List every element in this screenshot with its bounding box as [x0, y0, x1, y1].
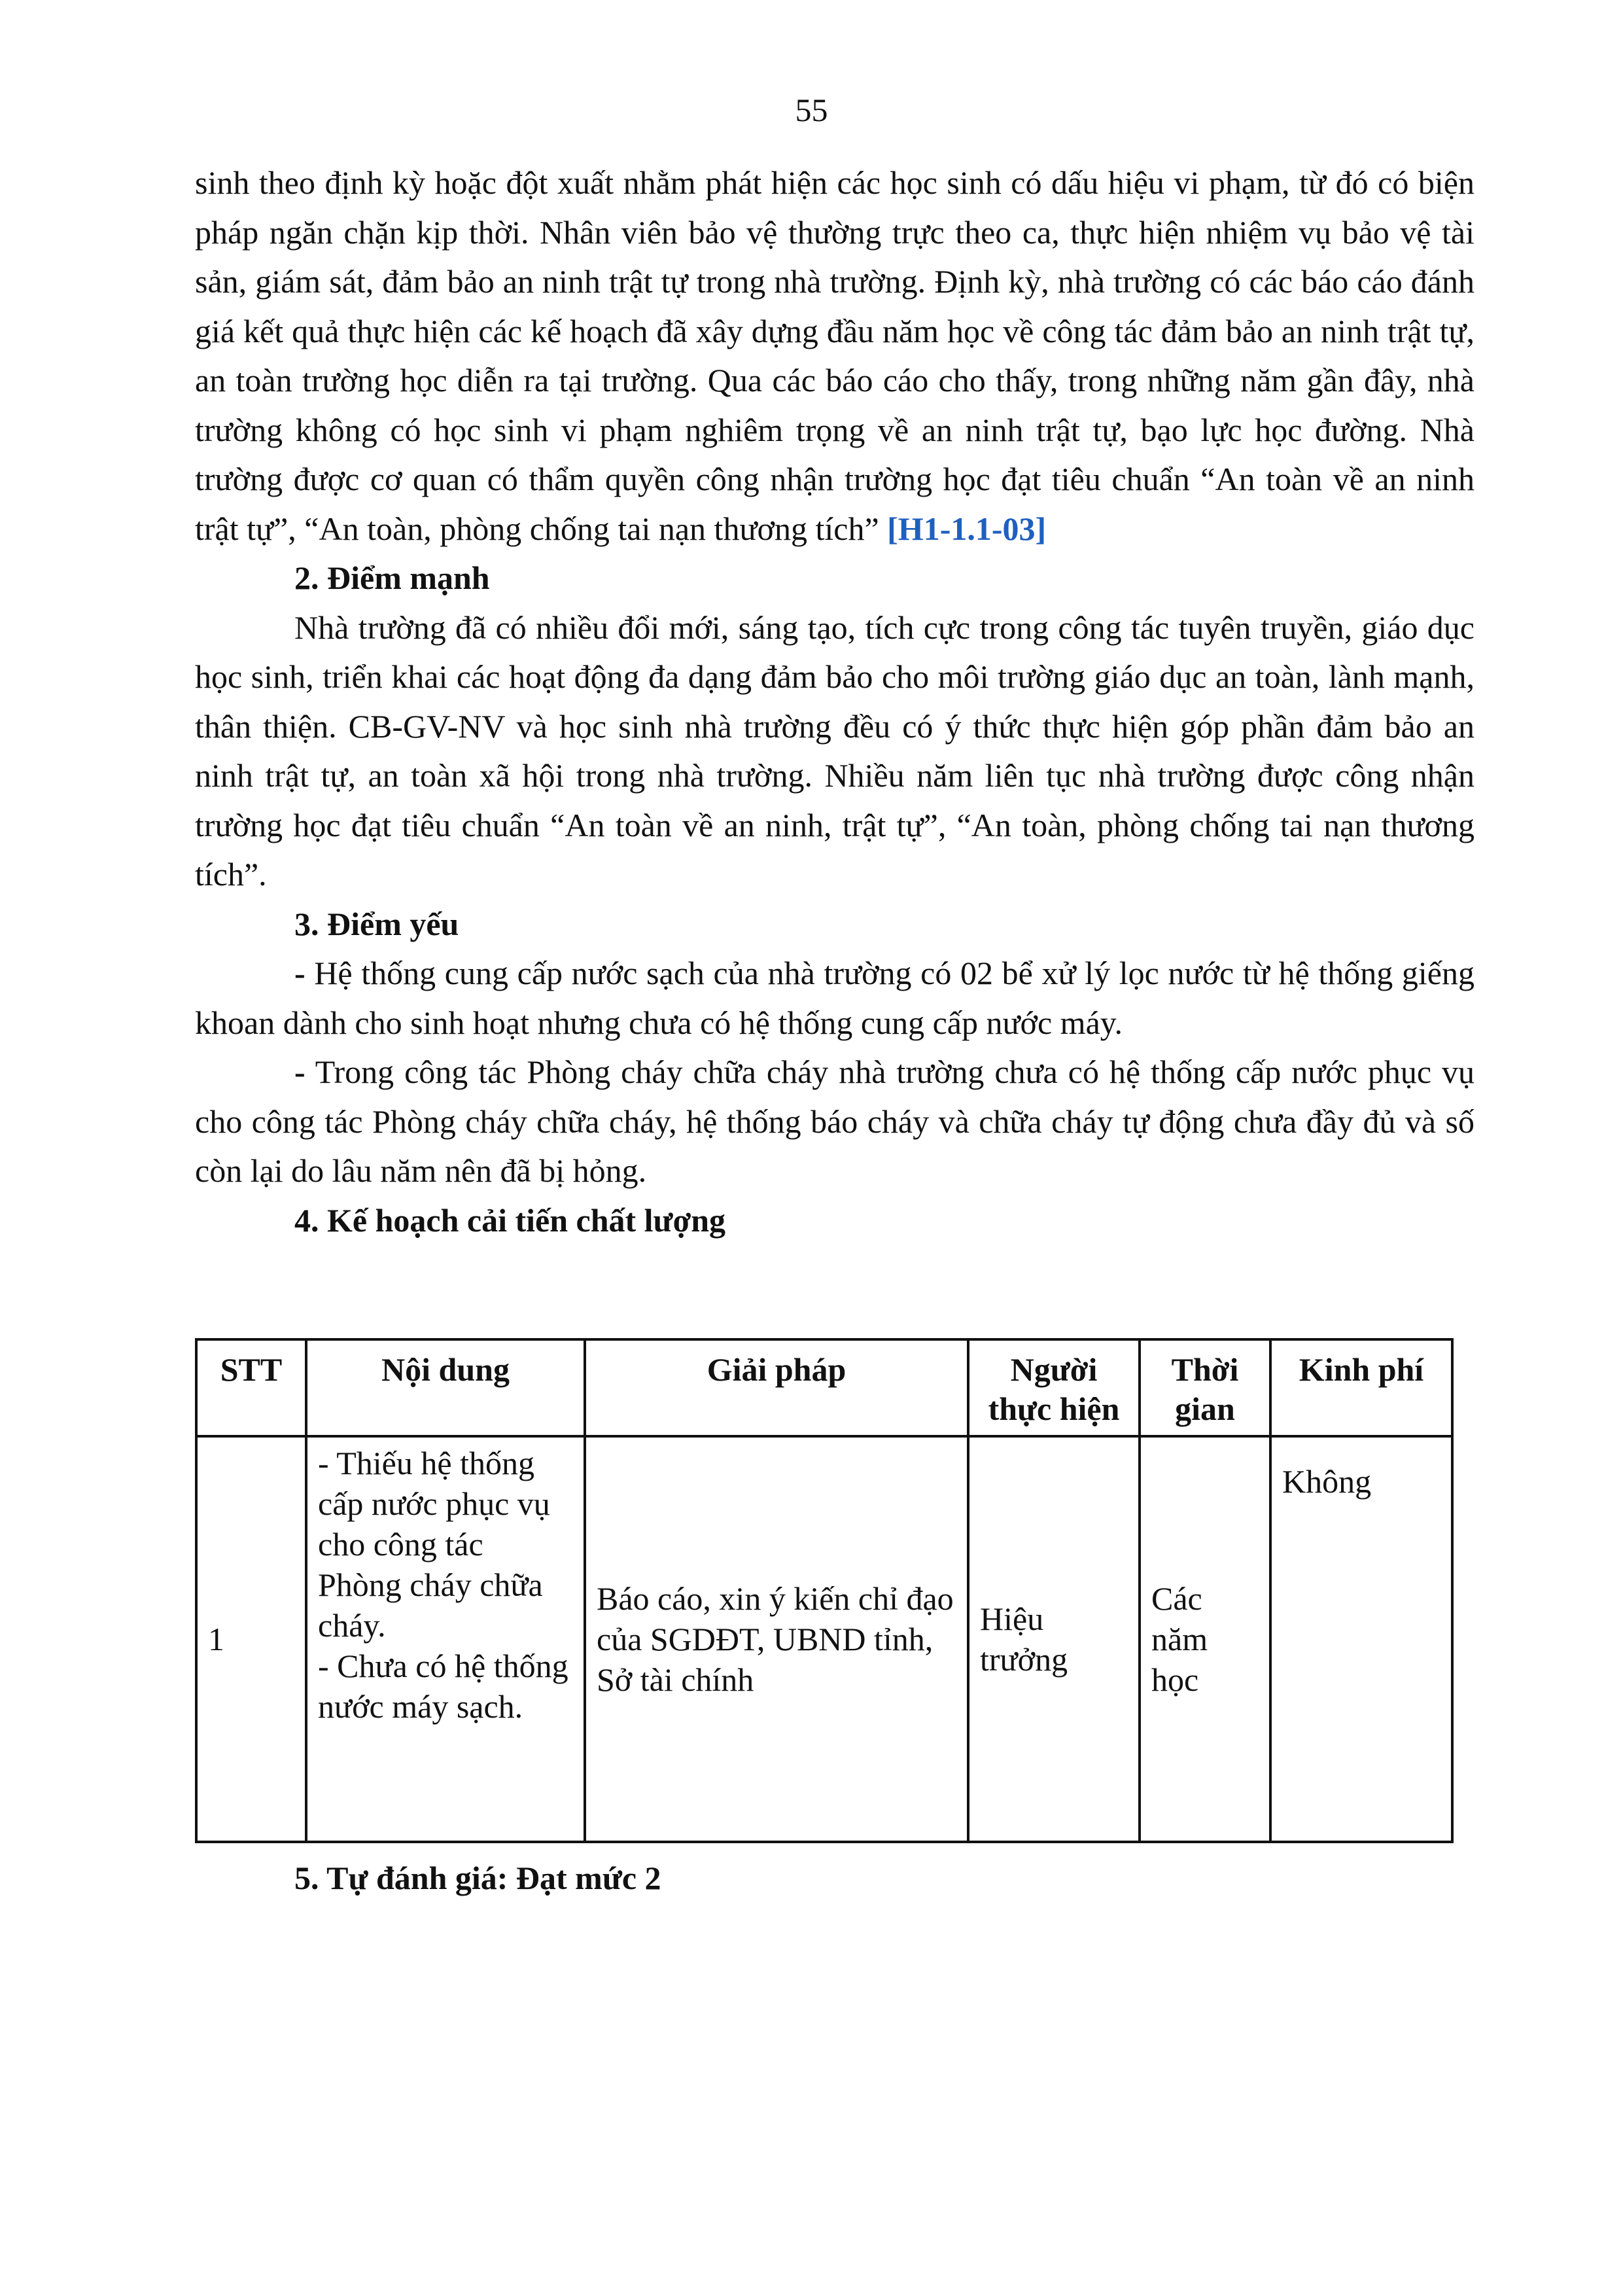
weakness-item	[195, 949, 1475, 1048]
weakness-item	[195, 1048, 1475, 1196]
weakness-dash: -	[294, 955, 305, 991]
evidence-reference[interactable]: [H1-1.1-03]	[887, 510, 1047, 547]
table-header-row	[196, 1339, 1452, 1436]
intro-paragraph	[195, 158, 1475, 554]
intro-text: sinh theo định kỳ hoặc đột xuất nhằm phát hiện các học sinh có dấu hiệu vi phạm, từ đó có biện pháp ngăn chặn kịp thời. Nhân viên bảo vệ thường trực theo ca, thực hiện nhiệm vụ bảo vệ tài sản, giám sát, đảm bảo an ninh trật tự trong nhà trường. Định kỳ, nhà trường có các báo cáo đánh giá kết quả thực hiện các kế hoạch đã xây dựng đầu năm học về công tác đảm bảo an ninh trật tự, an toàn trường học diễn ra tại trường. Qua các báo cáo cho thấy, trong những năm gần đây, nhà trường không có học sinh vi phạm nghiêm trọng về an ninh trật tự, bạo lực học đường. Nhà trường được cơ quan có thẩm quyền công nhận trường học đạt tiêu chuẩn “An toàn về an ninh trật tự”, “An toàn, phòng chống tai nạn thương tích”	[195, 164, 1475, 547]
document-body	[195, 158, 1475, 1245]
column-header-solution: Giải pháp	[585, 1339, 968, 1436]
content-item: - Thiếu hệ thống cấp nước phục vụ cho công tác Phòng cháy chữa cháy.	[318, 1445, 550, 1644]
column-header-stt: STT	[196, 1339, 306, 1436]
weakness-text: Trong công tác Phòng cháy chữa cháy nhà trường chưa có hệ thống cấp nước phục vụ cho công tác Phòng cháy chữa cháy, hệ thống báo cháy và chữa cháy tự động chưa đầy đủ và số còn lại do lâu năm nên đã bị hỏng.	[195, 1053, 1475, 1189]
weakness-text: Hệ thống cung cấp nước sạch của nhà trường có 02 bể xử lý lọc nước từ hệ thống giếng khoan dành cho sinh hoạt nhưng chưa có hệ thống cung cấp nước máy.	[195, 955, 1475, 1041]
cell-solution: Báo cáo, xin ý kiến chỉ đạo của SGDĐT, UBND tỉnh, Sở tài chính	[585, 1436, 968, 1842]
cell-content	[306, 1436, 585, 1842]
improvement-plan-table	[195, 1338, 1454, 1843]
strengths-paragraph: Nhà trường đã có nhiều đổi mới, sáng tạo, tích cực trong công tác tuyên truyền, giáo dục học sinh, triển khai các hoạt động đa dạng đảm bảo cho môi trường giáo dục an toàn, lành mạnh, thân thiện. CB-GV-NV và học sinh nhà trường đều có ý thức thực hiện góp phần đảm bảo an ninh trật tự, an toàn xã hội trong nhà trường. Nhiều năm liên tục nhà trường được công nhận trường học đạt tiêu chuẩn “An toàn về an ninh, trật tự”, “An toàn, phòng chống tai nạn thương tích”.	[195, 609, 1475, 892]
cell-budget: Không	[1270, 1436, 1452, 1842]
self-assessment-heading: 5. Tự đánh giá: Đạt mức 2	[294, 1860, 661, 1896]
cell-time: Các năm học	[1140, 1436, 1270, 1842]
cell-person: Hiệu trưởng	[968, 1436, 1140, 1842]
time-header-line: gian	[1175, 1390, 1235, 1427]
table-row	[196, 1436, 1452, 1842]
weaknesses-heading: 3. Điểm yếu	[294, 905, 459, 942]
column-header-time	[1140, 1339, 1270, 1436]
weakness-dash: -	[294, 1053, 305, 1090]
column-header-content: Nội dung	[306, 1339, 585, 1436]
strengths-heading: 2. Điểm mạnh	[294, 559, 490, 596]
person-header-line: thực hiện	[988, 1390, 1120, 1427]
time-header-line: Thời	[1171, 1351, 1239, 1388]
content-item: - Chưa có hệ thống nước máy sạch.	[318, 1648, 568, 1725]
cell-stt: 1	[196, 1436, 306, 1842]
column-header-budget: Kinh phí	[1270, 1339, 1452, 1436]
page-number: 55	[795, 92, 828, 128]
plan-heading: 4. Kế hoạch cải tiến chất lượng	[294, 1201, 726, 1239]
person-header-line: Người	[1010, 1351, 1098, 1388]
column-header-person	[968, 1339, 1140, 1436]
